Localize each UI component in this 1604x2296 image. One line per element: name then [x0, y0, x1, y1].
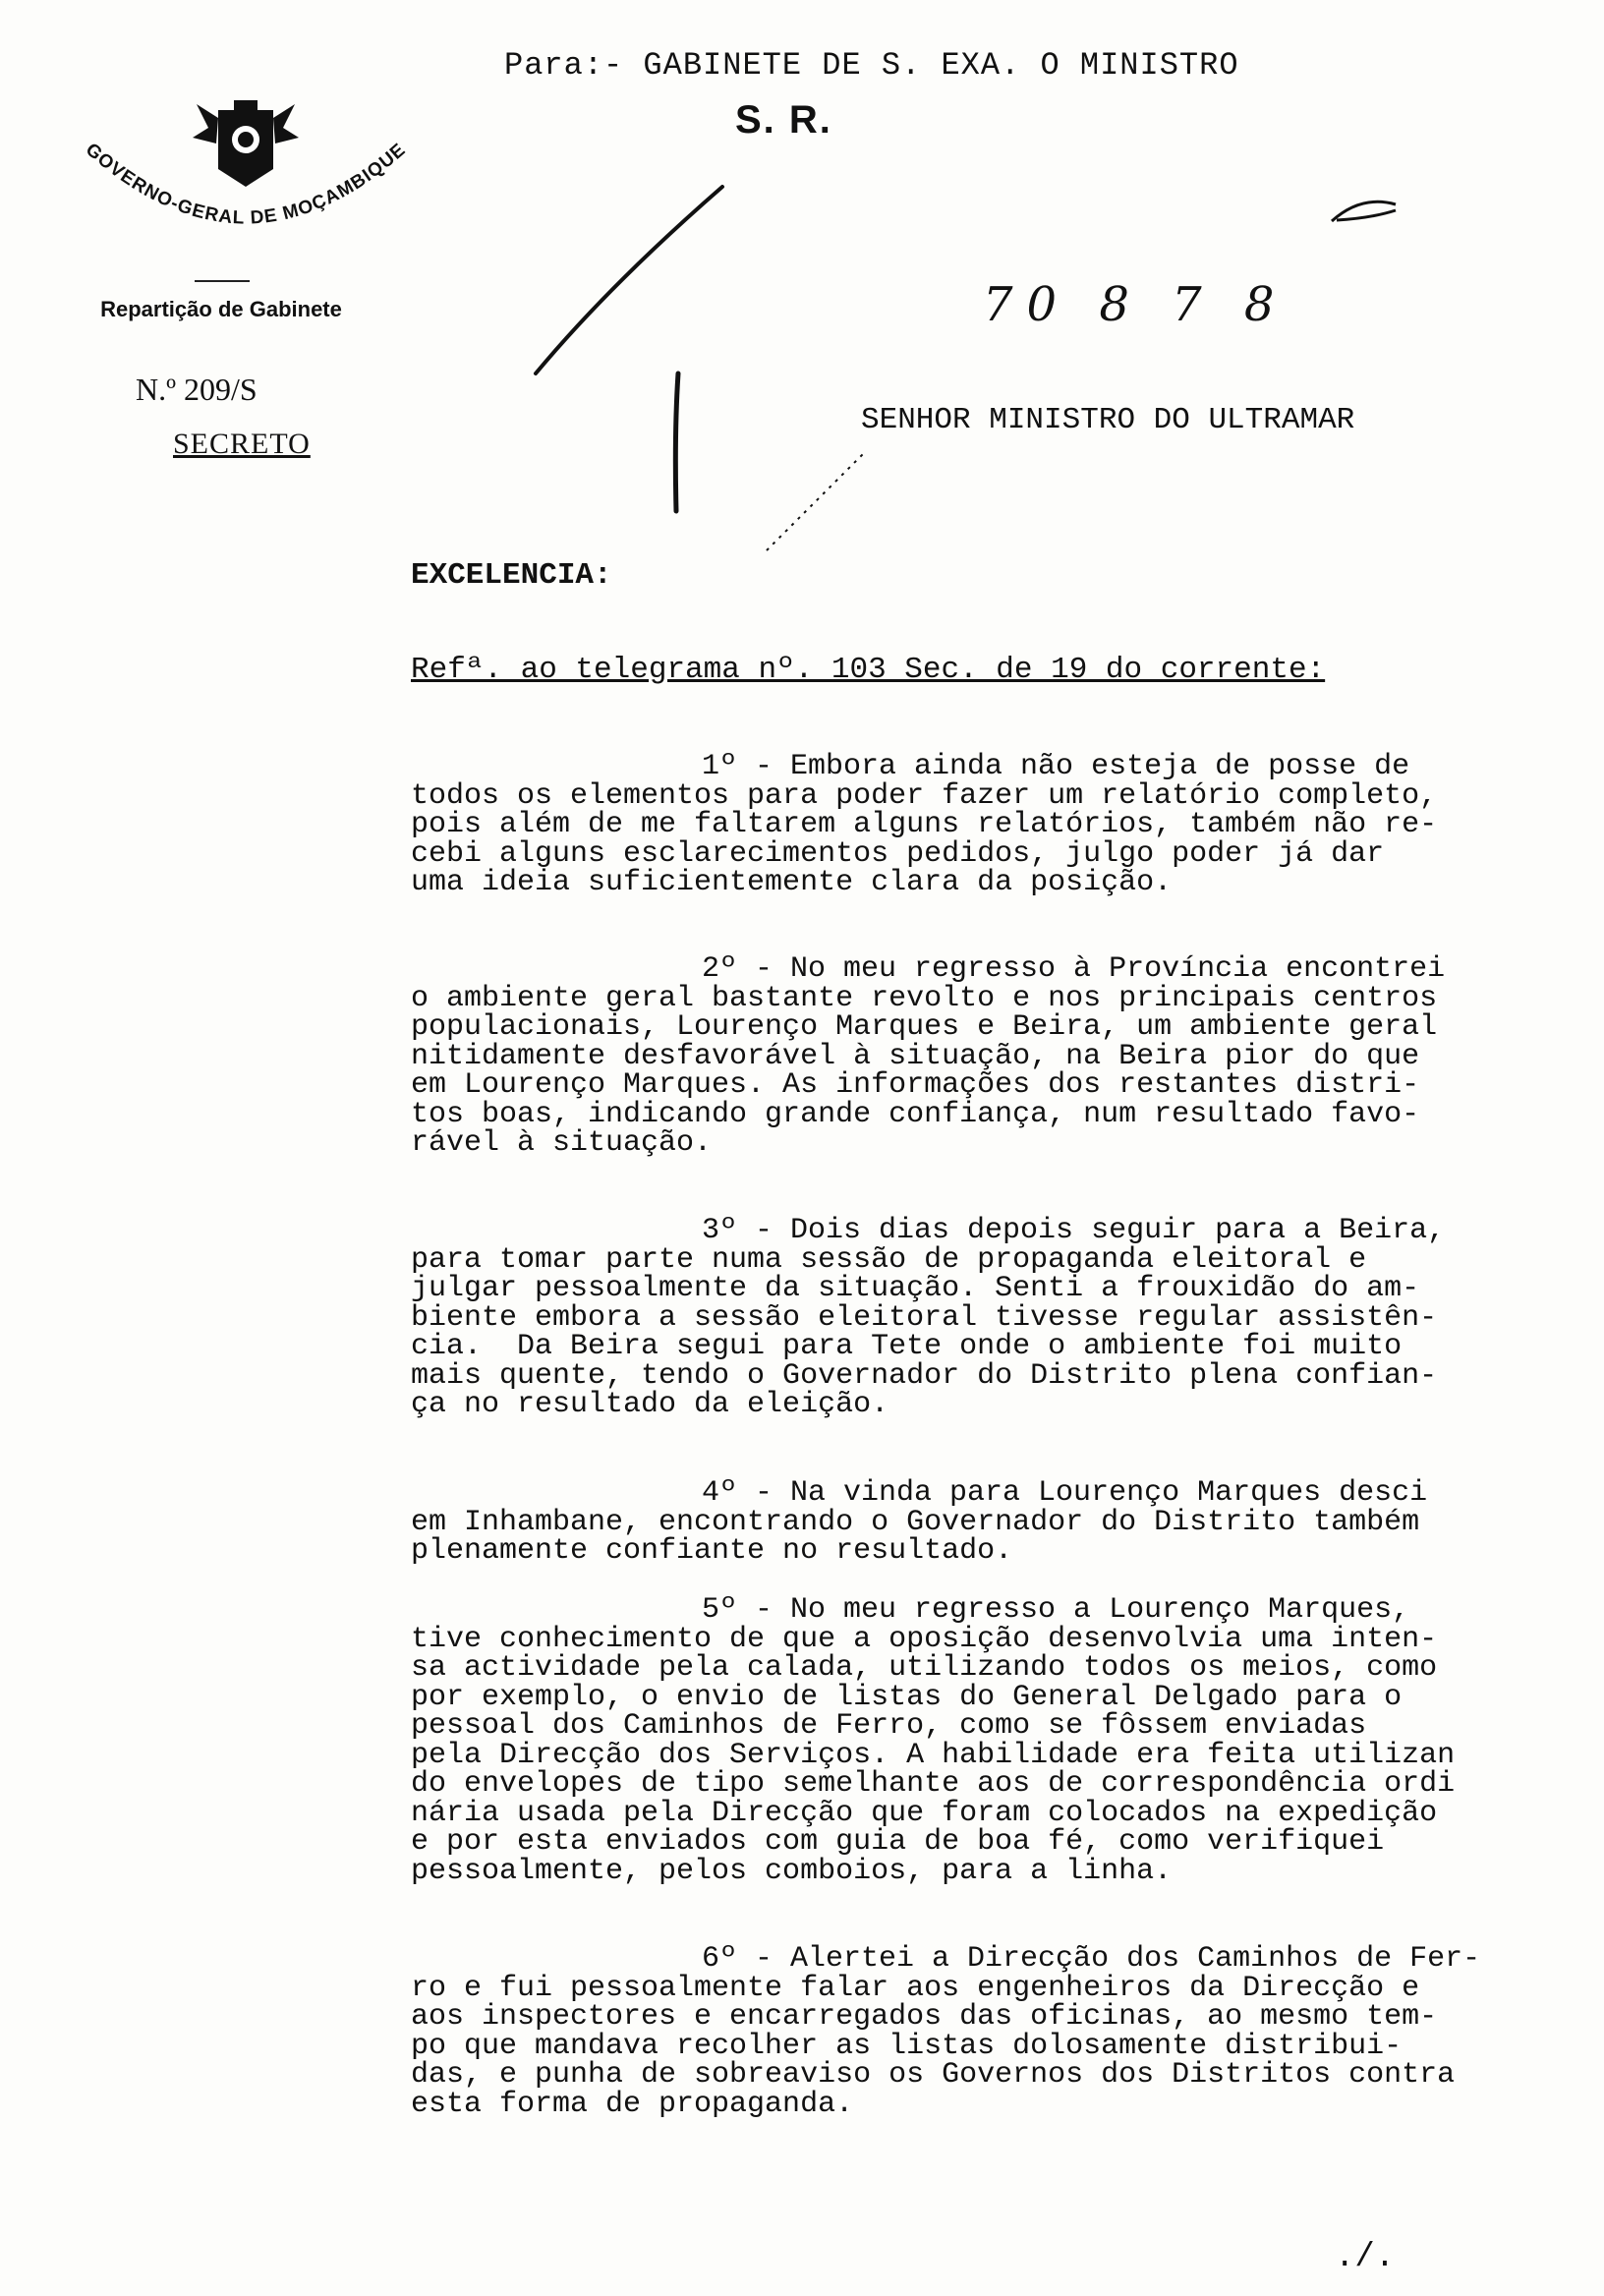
seal-arc-text: GOVERNO-GERAL DE MOÇAMBIQUE	[81, 139, 411, 229]
paragraph-3	[411, 1214, 1571, 1421]
paragraph-line: e por esta enviados com guia de boa fé, como verifiquei	[411, 1825, 1385, 1859]
paragraph-line: 6º - Alertei a Direcção dos Caminhos de Fer-	[702, 1942, 1481, 1976]
page-continuation-mark: ./.	[1335, 2239, 1396, 2276]
paragraph-line: em Inhambane, encontrando o Governador do Distrito também	[411, 1505, 1420, 1539]
paragraph-line: pela Direcção dos Serviços. A habilidade era feita utilizan	[411, 1738, 1456, 1772]
paragraph-line: sa actividade pela calada, utilizando todos os meios, como	[411, 1651, 1438, 1685]
paragraph-line: rável à situação.	[411, 1126, 713, 1160]
paragraph-line: aos inspectores e encarregados das oficinas, ao mesmo tem-	[411, 2000, 1438, 2034]
paragraph-6	[411, 1942, 1571, 2121]
paragraph-line: plenamente confiante no resultado.	[411, 1534, 1013, 1568]
paragraph-line: pessoalmente, pelos comboios, para a linha.	[411, 1854, 1173, 1888]
paragraph-line: 5º - No meu regresso a Lourenço Marques,	[702, 1593, 1410, 1627]
paragraph-line: por exemplo, o envio de listas do General Delgado para o	[411, 1680, 1403, 1714]
paragraph-5	[411, 1593, 1571, 1888]
paragraph-line: pois além de me faltarem alguns relatórios, também não re-	[411, 808, 1438, 841]
pen-stroke-diagonal	[536, 187, 722, 373]
paragraph-line: o ambiente geral bastante revolto e nos principais centros	[411, 981, 1438, 1015]
paragraph-4	[411, 1476, 1571, 1568]
paragraph-line: tos boas, indicando grande confiança, num resultado favo-	[411, 1097, 1420, 1131]
paragraph-line: das, e punha de sobreaviso os Governos dos Distritos contra	[411, 2058, 1456, 2092]
paragraph-line: populacionais, Lourenço Marques e Beira, um ambiente geral	[411, 1010, 1438, 1044]
paragraph-line: biente embora a sessão eleitoral tivesse regular assistên-	[411, 1300, 1438, 1335]
paragraph-line: tive conhecimento de que a oposição desenvolvia uma inten-	[411, 1622, 1438, 1656]
paragraph-line: 1º - Embora ainda não esteja de posse de	[702, 750, 1410, 783]
paragraph-line: cebi alguns esclarecimentos pedidos, julgo poder já dar	[411, 836, 1385, 871]
paragraph-line: do envelopes de tipo semelhante aos de correspondência ordi	[411, 1767, 1456, 1801]
paragraph-line: esta forma de propaganda.	[411, 2087, 854, 2121]
reference-number: N.º 209/S	[136, 372, 258, 407]
paragraph-line: em Lourenço Marques. As informações dos restantes distri-	[411, 1068, 1420, 1102]
pen-squiggle	[1332, 201, 1396, 221]
pen-stroke-vertical	[675, 373, 678, 511]
pen-stroke-dotted	[767, 452, 865, 550]
paragraph-line: nitidamente desfavorável à situação, na Beira pior do que	[411, 1039, 1420, 1073]
paragraph-line: 2º - No meu regresso à Província encontrei	[702, 952, 1446, 986]
paragraph-line: 4º - Na vinda para Lourenço Marques desci	[702, 1476, 1428, 1510]
paragraph-line: 3º - Dois dias depois seguir para a Beira,	[702, 1214, 1446, 1247]
paragraph-line: mais quente, tendo o Governador do Distrito plena confian-	[411, 1358, 1438, 1393]
paragraph-line: todos os elementos para poder fazer um relatório completo,	[411, 778, 1438, 813]
sr-mark: S. R.	[735, 98, 832, 142]
paragraph-line: uma ideia suficientemente clara da posição.	[411, 866, 1173, 899]
paragraph-line: ro e fui pessoalmente falar aos engenheiros da Direcção e	[411, 1971, 1420, 2005]
paragraph-line: para tomar parte numa sessão de propaganda eleitoral e	[411, 1242, 1367, 1277]
paragraph-line: cia. Da Beira segui para Tete onde o ambiente foi muito	[411, 1330, 1403, 1363]
paragraph-line: ça no resultado da eleição.	[411, 1388, 889, 1421]
handwritten-number: 70 8 7 8	[983, 277, 1289, 332]
paragraph-1	[411, 750, 1571, 899]
reference-line: Refª. ao telegrama nº. 103 Sec. de 19 do corrente:	[411, 653, 1326, 687]
to-line: Para:- GABINETE DE S. EXA. O MINISTRO	[504, 47, 1239, 84]
paragraph-line: po que mandava recolher as listas dolosamente distribui-	[411, 2029, 1403, 2063]
greeting: EXCELENCIA:	[411, 558, 612, 593]
paragraph-2	[411, 952, 1571, 1160]
department-label: Repartição de Gabinete	[100, 297, 342, 321]
classification-stamp: SECRETO	[173, 428, 311, 460]
addressee: SENHOR MINISTRO DO ULTRAMAR	[861, 403, 1355, 437]
paragraph-line: nária usada pela Direcção que foram colocados na expedição	[411, 1796, 1438, 1830]
paragraph-line: pessoal dos Caminhos de Ferro, como se fôssem enviadas	[411, 1709, 1367, 1743]
paragraph-line: julgar pessoalmente da situação. Senti a frouxidão do am-	[411, 1272, 1420, 1305]
